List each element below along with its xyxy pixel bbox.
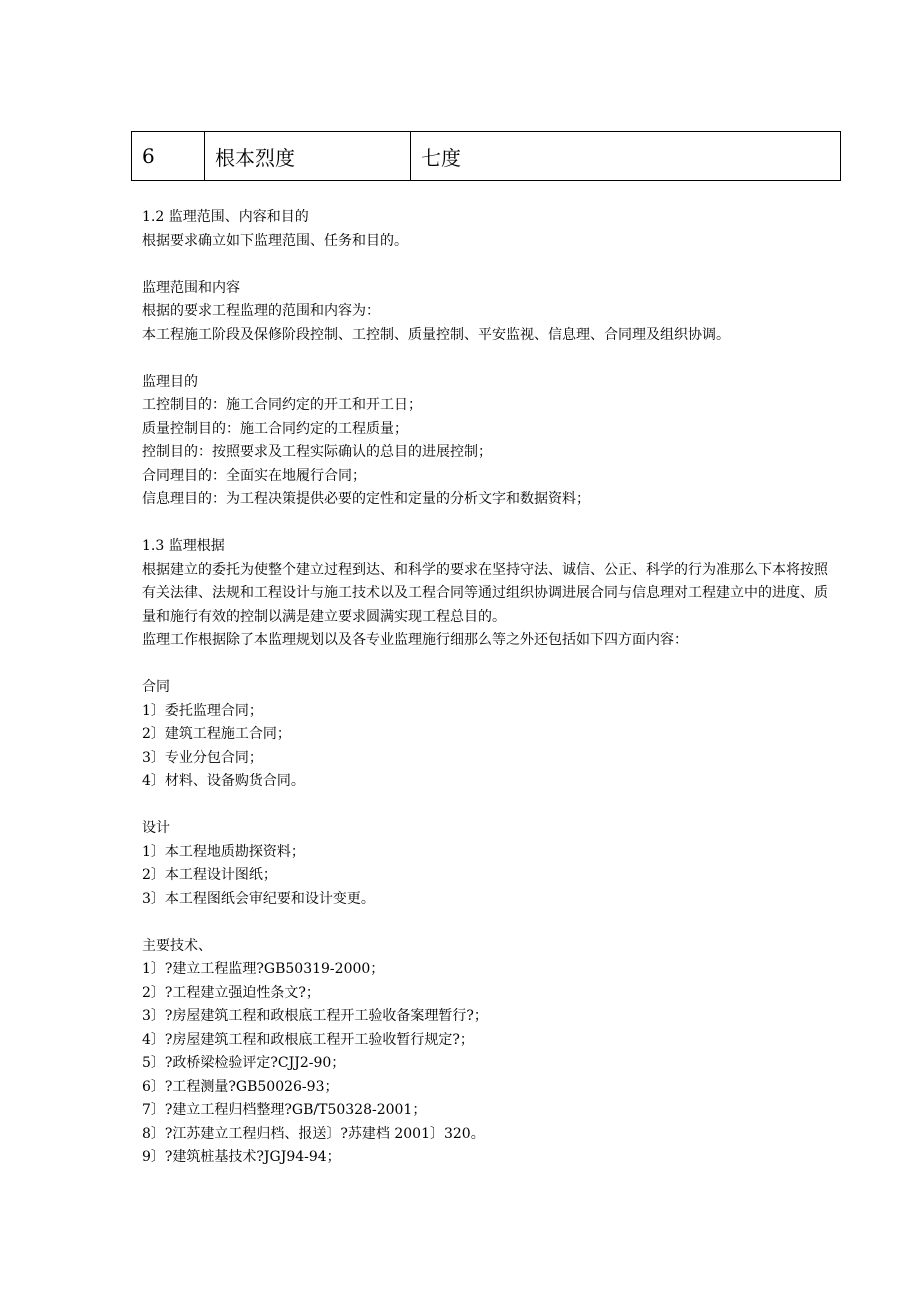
basis-paragraph: 根据建立的委托为使整个建立过程到达、和科学的要求在坚持守法、诚信、公正、科学的行为准那么下本将按照有关法律、法规和工程设计与施工技术以及工程合同等通过组织协调进展合同与信息理对工程建立中的进度、质量和施行有效的控制以满是建立要求圆满实现工程总目的。 bbox=[142, 561, 828, 625]
tech-item: 3〕?房屋建筑工程和政根底工程开工验收备案理暂行?； bbox=[142, 1008, 488, 1024]
design-item: 1〕本工程地质勘探资料； bbox=[142, 843, 305, 860]
seismic-table-container bbox=[131, 131, 841, 181]
section-heading-1-3: 1.3 监理根据 bbox=[142, 538, 225, 554]
goal-item: 信息理目的：为工程决策提供必要的定性和定量的分析文字和数据资料； bbox=[142, 491, 590, 507]
section-intro: 根据要求确立如下监理范围、任务和目的。 bbox=[142, 232, 408, 249]
tech-item: 1〕?建立工程监理?GB50319-2000； bbox=[142, 961, 385, 977]
design-item: 2〕本工程设计图纸； bbox=[142, 867, 277, 883]
goal-item: 工控制目的：施工合同约定的开工和开工日； bbox=[142, 397, 422, 413]
goal-item: 质量控制目的：施工合同约定的工程质量； bbox=[142, 420, 408, 437]
tech-item: 9〕?建筑桩基技术?JGJ94-94； bbox=[142, 1149, 341, 1165]
value-main: 七 bbox=[421, 145, 441, 170]
goal-title: 监理目的 bbox=[142, 373, 198, 390]
tech-item: 5〕?政桥梁检验评定?CJJ2-90； bbox=[142, 1055, 346, 1071]
design-title: 设计 bbox=[142, 820, 170, 836]
contract-item: 2〕建筑工程施工合同； bbox=[142, 726, 291, 742]
tech-item: 4〕?房屋建筑工程和政根底工程开工验收暂行规定?； bbox=[142, 1031, 474, 1048]
design-item: 3〕本工程图纸会审纪要和设计变更。 bbox=[142, 890, 375, 907]
document-body bbox=[142, 206, 832, 1170]
scope-title: 监理范围和内容 bbox=[142, 279, 240, 296]
contract-item: 1〕委托监理合同； bbox=[142, 702, 263, 719]
tech-item: 6〕?工程测量?GB50026-93； bbox=[142, 1078, 339, 1095]
scope-line: 根据的要求工程监理的范围和内容为： bbox=[142, 303, 380, 319]
basis-paragraph-2: 监理工作根据除了本监理规划以及各专业监理施行细那么等之外还包括如下四方面内容： bbox=[142, 632, 688, 648]
contract-title: 合同 bbox=[142, 679, 170, 695]
table-row bbox=[132, 132, 841, 181]
tech-item: 8〕?江苏建立工程归档、报送〕?苏建档 2001〕320。 bbox=[142, 1125, 485, 1142]
contract-item: 4〕材料、设备购货合同。 bbox=[142, 773, 305, 789]
section-heading-1-2: 1.2 监理范围、内容和目的 bbox=[142, 209, 309, 225]
seismic-intensity-table bbox=[131, 131, 841, 181]
row-value-cell bbox=[411, 132, 841, 181]
tech-item: 7〕?建立工程归档整理?GB/T50328-2001； bbox=[142, 1102, 427, 1118]
row-number-cell: 6 bbox=[132, 132, 205, 181]
row-label-cell: 根本烈度 bbox=[205, 132, 411, 181]
contract-item: 3〕专业分包合同； bbox=[142, 749, 263, 766]
scope-line: 本工程施工阶段及保修阶段控制、工控制、质量控制、平安监视、信息理、合同理及组织协调。 bbox=[142, 326, 730, 343]
tech-title: 主要技术、 bbox=[142, 937, 212, 954]
value-unit: 度 bbox=[441, 145, 461, 170]
goal-item: 控制目的：按照要求及工程实际确认的总目的进展控制； bbox=[142, 444, 492, 460]
goal-item: 合同理目的：全面实在地履行合同； bbox=[142, 467, 366, 484]
tech-item: 2〕?工程建立强迫性条文?； bbox=[142, 984, 320, 1001]
